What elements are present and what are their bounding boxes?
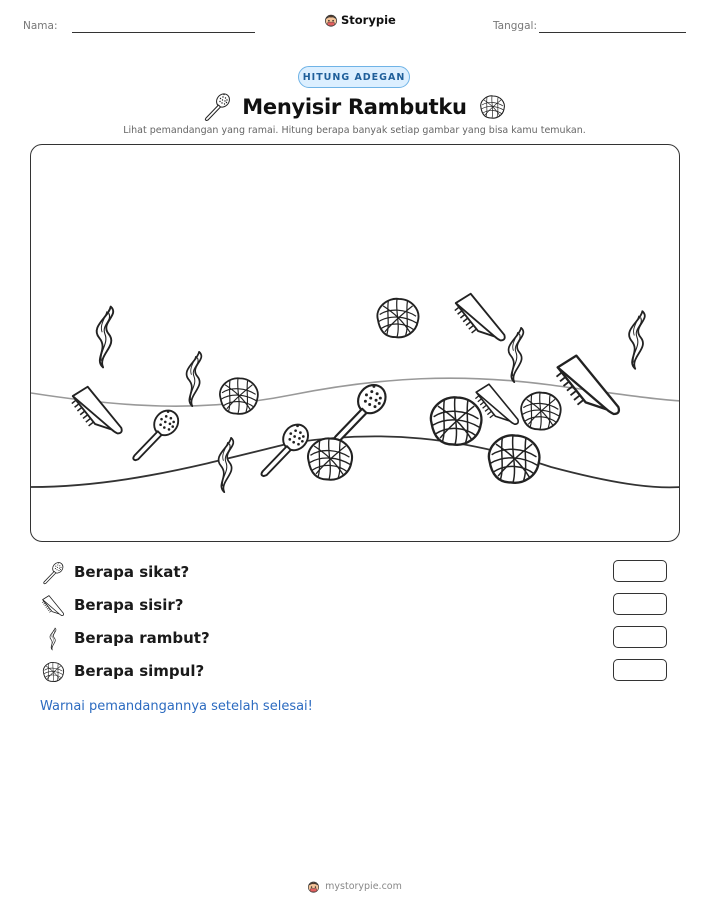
date-label: Tanggal: [493, 20, 537, 32]
scene-illustration [31, 145, 680, 542]
comb-icon [40, 594, 66, 618]
worksheet-header [0, 0, 709, 50]
question-label: Berapa rambut? [74, 629, 210, 647]
answer-box-comb[interactable] [613, 593, 667, 615]
page-title: Menyisir Rambutku [242, 95, 467, 119]
date-line[interactable] [539, 32, 686, 33]
comb-icon [557, 356, 619, 414]
question-hair-knot [40, 659, 670, 685]
hair-strand-icon [187, 352, 202, 406]
brush-icon [40, 561, 66, 585]
answer-box-brush[interactable] [613, 560, 667, 582]
comb-icon [455, 294, 505, 341]
footer-link[interactable]: mystorypie.com [325, 881, 402, 892]
question-label: Berapa sikat? [74, 563, 190, 581]
coloring-note: Warnai pemandangannya setelah selesai! [40, 699, 313, 714]
hair-strand-icon [40, 627, 66, 651]
comb-icon [72, 387, 122, 434]
brush-icon [133, 406, 183, 461]
hair-knot-icon [489, 435, 540, 482]
name-label: Nama: [23, 20, 58, 32]
storypie-logo-icon [307, 880, 320, 893]
hair-strand-icon [629, 311, 645, 369]
hair-strand-icon [509, 328, 524, 382]
brand-logo [324, 13, 396, 27]
question-label: Berapa simpul? [74, 662, 205, 680]
question-hair-strand [40, 626, 670, 652]
brand-name: Storypie [341, 13, 396, 27]
hair-strand-icon [219, 438, 234, 492]
instructions: Lihat pemandangan yang ramai. Hitung berapa banyak setiap gambar yang bisa kamu temukan. [123, 125, 586, 136]
brush-icon [334, 379, 391, 441]
hair-knot-icon [308, 438, 352, 479]
hair-knot-icon [521, 392, 561, 429]
hair-knot-icon [377, 299, 418, 338]
question-label: Berapa sisir? [74, 596, 184, 614]
hair-knot-icon [431, 397, 482, 444]
question-comb [40, 593, 670, 619]
name-line[interactable] [72, 32, 255, 33]
storypie-logo-icon [324, 13, 338, 27]
brush-icon [202, 92, 232, 122]
hair-knot-icon [220, 378, 258, 414]
activity-badge: HITUNG ADEGAN [298, 66, 410, 88]
counting-scene [30, 144, 680, 542]
question-brush [40, 560, 670, 586]
footer [0, 880, 709, 893]
hair-strand-icon [97, 307, 114, 368]
title-row [0, 88, 709, 126]
hair-knot-icon [40, 660, 66, 684]
hair-knot-icon [477, 92, 507, 122]
answer-box-hair-strand[interactable] [613, 626, 667, 648]
answer-box-hair-knot[interactable] [613, 659, 667, 681]
